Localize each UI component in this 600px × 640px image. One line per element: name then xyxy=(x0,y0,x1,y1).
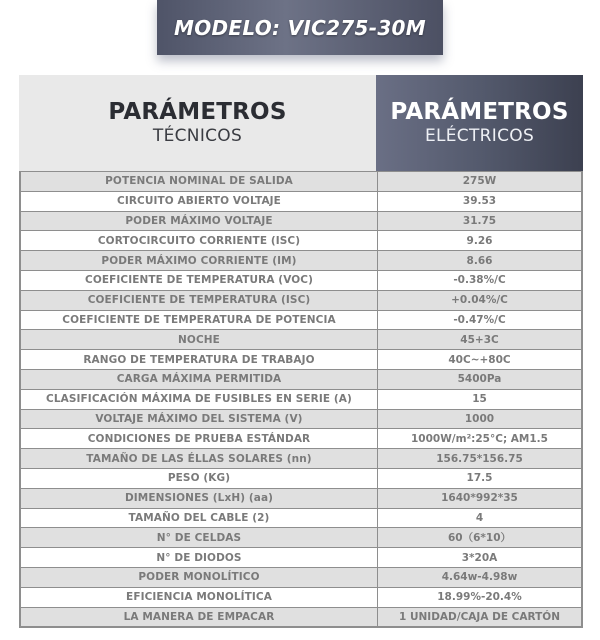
table-row xyxy=(21,468,581,488)
param-value-cell: 1640*992*35 xyxy=(441,492,518,505)
param-value-cell: 1000W/m²:25°C; AM1.5 xyxy=(411,432,548,445)
model-label: MODELO: VIC275-30M xyxy=(174,15,426,40)
param-value-cell: 31.75 xyxy=(462,214,497,227)
param-name-cell: CONDICIONES DE PRUEBA ESTÁNDAR xyxy=(21,429,378,448)
table-row xyxy=(21,607,581,627)
param-name-cell: LA MANERA DE EMPACAR xyxy=(21,608,378,627)
param-value-cell: 3*20A xyxy=(461,551,498,564)
param-value-cell: 4.64w-4.98w xyxy=(441,571,518,584)
param-name-cell: N° DE DIODOS xyxy=(21,548,378,567)
table-row xyxy=(21,587,581,607)
param-value-cell: 4 xyxy=(475,511,484,524)
param-name-cell: PODER MONOLÍTICO xyxy=(21,568,378,587)
param-value-cell: 156.75*156.75 xyxy=(436,452,523,465)
table-row xyxy=(21,448,581,468)
table-row xyxy=(21,211,581,231)
table-row xyxy=(21,329,581,349)
param-value-cell: -0.38%/C xyxy=(453,274,506,287)
table-row xyxy=(21,171,581,191)
param-value-cell: 40C~+80C xyxy=(448,353,511,366)
table-row xyxy=(21,230,581,250)
param-name-cell: PODER MÁXIMO VOLTAJE xyxy=(21,212,378,231)
param-name-cell: CORTOCIRCUITO CORRIENTE (ISC) xyxy=(21,231,378,250)
table-row xyxy=(21,389,581,409)
param-name-cell: CARGA MÁXIMA PERMITIDA xyxy=(21,370,378,389)
header-technical-parameters xyxy=(19,75,376,171)
header-right-subtitle: ELÉCTRICOS xyxy=(424,126,535,146)
header-electrical-parameters xyxy=(376,75,583,171)
table-row xyxy=(21,369,581,389)
param-name-cell: COEFICIENTE DE TEMPERATURA DE POTENCIA xyxy=(21,311,378,330)
spec-table xyxy=(19,171,583,628)
param-name-cell: PESO (KG) xyxy=(21,469,378,488)
param-value-cell: +0.04%/C xyxy=(451,294,508,307)
table-row xyxy=(21,527,581,547)
table-row xyxy=(21,409,581,429)
table-row xyxy=(21,191,581,211)
param-value-cell: 39.53 xyxy=(462,195,497,208)
param-name-cell: COEFICIENTE DE TEMPERATURA (VOC) xyxy=(21,271,378,290)
table-row xyxy=(21,270,581,290)
param-name-cell: NOCHE xyxy=(21,330,378,349)
table-row xyxy=(21,428,581,448)
table-row xyxy=(21,349,581,369)
param-value-cell: 45+3C xyxy=(460,333,499,346)
param-value-cell: 15 xyxy=(472,393,487,406)
param-name-cell: POTENCIA NOMINAL DE SALIDA xyxy=(21,172,378,191)
param-value-cell: 18.99%-20.4% xyxy=(437,591,522,604)
param-value-cell: 1 UNIDAD/CAJA DE CARTÓN xyxy=(399,610,560,623)
param-name-cell: PODER MÁXIMO CORRIENTE (IM) xyxy=(21,251,378,270)
param-value-cell: 60（6*10） xyxy=(447,532,512,545)
param-value-cell: 8.66 xyxy=(466,254,493,267)
table-row xyxy=(21,547,581,567)
param-name-cell: EFICIENCIA MONOLÍTICA xyxy=(21,588,378,607)
param-value-cell: -0.47%/C xyxy=(453,313,506,326)
param-name-cell: CIRCUITO ABIERTO VOLTAJE xyxy=(21,192,378,211)
param-name-cell: N° DE CELDAS xyxy=(21,528,378,547)
table-row xyxy=(21,250,581,270)
table-row xyxy=(21,508,581,528)
param-value-cell: 9.26 xyxy=(466,234,493,247)
table-row xyxy=(21,310,581,330)
header-left-title: PARÁMETROS xyxy=(108,99,287,125)
param-name-cell: TAMAÑO DE LAS ÉLLAS SOLARES (nn) xyxy=(21,449,378,468)
header-left-subtitle: TÉCNICOS xyxy=(152,126,243,146)
param-value-cell: 275W xyxy=(462,175,497,188)
param-value-cell: 5400Pa xyxy=(457,373,502,386)
table-row xyxy=(21,567,581,587)
table-row xyxy=(21,488,581,508)
param-value-cell: 17.5 xyxy=(466,472,493,485)
table-row xyxy=(21,290,581,310)
param-name-cell: RANGO DE TEMPERATURA DE TRABAJO xyxy=(21,350,378,369)
param-name-cell: CLASIFICACIÓN MÁXIMA DE FUSIBLES EN SERIE (A) xyxy=(21,390,378,409)
param-value-cell: 1000 xyxy=(464,412,495,425)
param-name-cell: COEFICIENTE DE TEMPERATURA (ISC) xyxy=(21,291,378,310)
param-name-cell: DIMENSIONES (LxH) (aa) xyxy=(21,489,378,508)
model-banner xyxy=(157,0,443,55)
header-right-title: PARÁMETROS xyxy=(390,99,569,125)
param-name-cell: VOLTAJE MÁXIMO DEL SISTEMA (V) xyxy=(21,410,378,429)
param-name-cell: TAMAÑO DEL CABLE (2) xyxy=(21,509,378,528)
